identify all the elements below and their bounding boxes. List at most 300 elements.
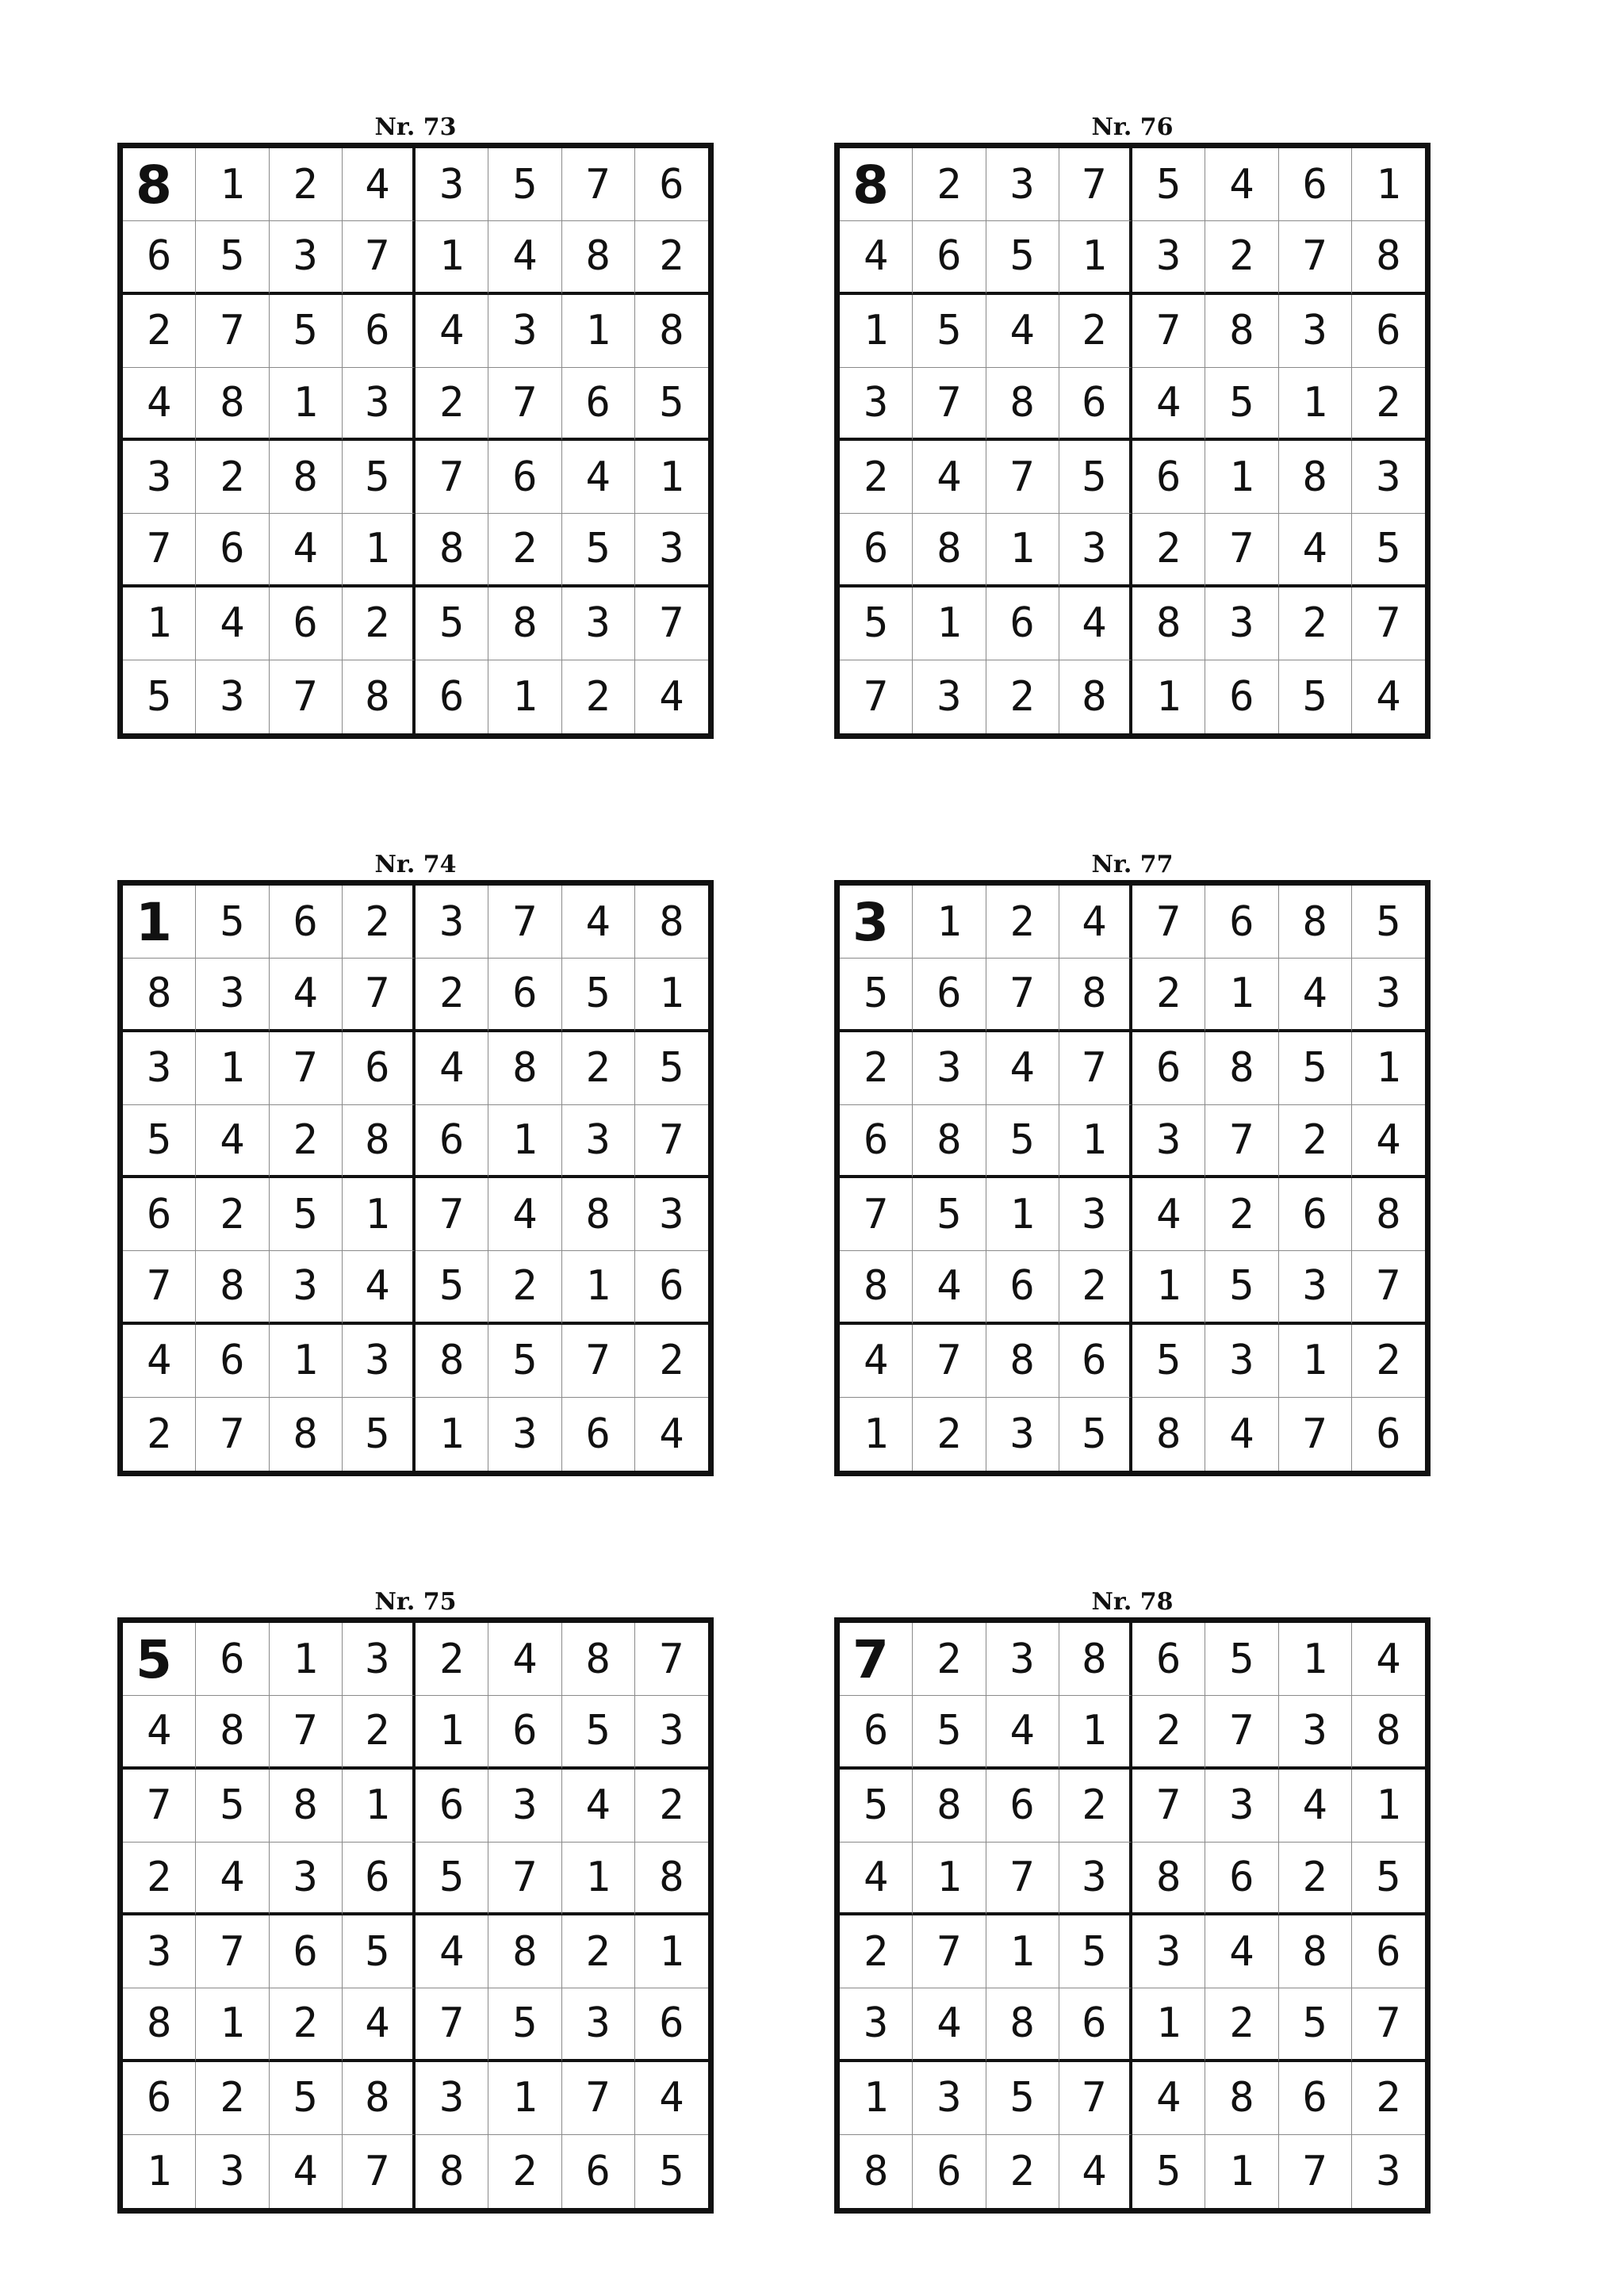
grid-cell: 2 [1059, 295, 1132, 368]
grid-cell: 7 [1352, 587, 1425, 660]
grid-cell: 6 [635, 1988, 708, 2061]
grid-cell: 4 [1132, 2062, 1205, 2135]
grid-cell: 1 [986, 514, 1059, 587]
grid-cell: 4 [1059, 886, 1132, 959]
grid-cell: 5 [270, 295, 343, 368]
grid-cell: 7 [1132, 1770, 1205, 1843]
grid-cell: 7 [343, 221, 416, 294]
grid-cell: 8 [840, 1251, 913, 1324]
grid-cell: 8 [196, 368, 269, 441]
grid-cell: 7 [913, 1915, 986, 1988]
grid-cell: 3 [270, 1843, 343, 1915]
grid-cell: 2 [1059, 1251, 1132, 1324]
grid-cell: 2 [913, 1623, 986, 1696]
grid-cell: 4 [1279, 514, 1352, 587]
grid-cell: 1 [270, 1325, 343, 1398]
grid-cell: 6 [913, 2135, 986, 2208]
grid-cell: 4 [196, 1105, 269, 1178]
grid-cell: 2 [123, 295, 196, 368]
grid-cell: 7 [1352, 1251, 1425, 1324]
grid-cell: 3 [1205, 1770, 1278, 1843]
grid-cell: 3 [196, 959, 269, 1031]
grid-cell: 1 [343, 1770, 416, 1843]
grid-cell: 4 [986, 295, 1059, 368]
grid-cell: 5 [488, 1325, 561, 1398]
grid-cell: 3 [913, 1032, 986, 1105]
grid-cell: 8 [1132, 1843, 1205, 1915]
grid-cell: 5 [562, 959, 635, 1031]
grid-cell: 7 [270, 1032, 343, 1105]
grid-cell: 8 [1279, 886, 1352, 959]
grid-cell: 5 [986, 1105, 1059, 1178]
given-cell: 8 [840, 148, 913, 221]
puzzle-grid [834, 143, 1431, 739]
grid-cell: 7 [986, 441, 1059, 514]
grid-cell: 1 [196, 148, 269, 221]
grid-cell: 4 [635, 2062, 708, 2135]
grid-cell: 1 [1205, 441, 1278, 514]
grid-cell: 1 [488, 660, 561, 733]
grid-cell: 2 [270, 1105, 343, 1178]
grid-cell: 8 [1205, 2062, 1278, 2135]
grid-cell: 7 [270, 1696, 343, 1769]
grid-cell: 4 [1279, 1770, 1352, 1843]
grid-cell: 5 [270, 1178, 343, 1251]
grid-cell: 8 [1279, 1915, 1352, 1988]
grid-cell: 2 [343, 1696, 416, 1769]
grid-cell: 8 [1279, 441, 1352, 514]
grid-cell: 6 [635, 148, 708, 221]
grid-cell: 4 [562, 441, 635, 514]
grid-cell: 1 [840, 295, 913, 368]
grid-cell: 2 [1205, 1988, 1278, 2061]
grid-cell: 6 [196, 1623, 269, 1696]
grid-cell: 1 [635, 959, 708, 1031]
grid-cell: 7 [913, 1325, 986, 1398]
grid-cell: 7 [270, 660, 343, 733]
grid-cell: 1 [416, 221, 488, 294]
grid-cell: 1 [562, 1251, 635, 1324]
grid-cell: 6 [488, 1696, 561, 1769]
puzzle-grid [834, 880, 1431, 1476]
grid-cell: 2 [840, 441, 913, 514]
grid-cell: 4 [659, 1410, 684, 1458]
grid-cell: 1 [196, 1032, 269, 1105]
grid-cell: 6 [416, 1770, 488, 1843]
grid-cell: 2 [1059, 1770, 1132, 1843]
grid-cell: 1 [270, 1623, 343, 1696]
grid-cell: 5 [840, 959, 913, 1031]
grid-cell: 2 [1205, 221, 1278, 294]
grid-cell: 3 [1352, 959, 1425, 1031]
grid-cell: 7 [840, 1178, 913, 1251]
grid-cell: 6 [270, 587, 343, 660]
grid-cell: 3 [1352, 441, 1425, 514]
grid-cell: 7 [196, 295, 269, 368]
grid-cell: 1 [123, 2135, 196, 2208]
given-cell: 8 [123, 148, 196, 221]
grid-cell: 6 [343, 1843, 416, 1915]
grid-cell: 6 [416, 660, 488, 733]
grid-cell: 7 [635, 587, 708, 660]
grid-cell: 3 [416, 2062, 488, 2135]
grid-cell: 1 [343, 514, 416, 587]
grid-cell: 4 [1059, 587, 1132, 660]
grid-cell: 8 [488, 587, 561, 660]
grid-cell: 2 [635, 1770, 708, 1843]
grid-cell: 6 [196, 1325, 269, 1398]
grid-cell: 2 [488, 2135, 561, 2208]
grid-cell: 5 [986, 221, 1059, 294]
grid-cell: 5 [840, 587, 913, 660]
grid-cell: 5 [416, 1843, 488, 1915]
grid-cell: 8 [913, 1105, 986, 1178]
grid-cell: 5 [416, 1251, 488, 1324]
grid-cell: 5 [196, 221, 269, 294]
grid-cell: 3 [562, 587, 635, 660]
puzzle-title: Nr. 76 [1091, 113, 1174, 141]
grid-cell: 8 [123, 959, 196, 1031]
grid-cell: 3 [986, 1398, 1059, 1471]
grid-cell: 4 [343, 1251, 416, 1324]
grid-cell: 8 [488, 1032, 561, 1105]
grid-cell: 4 [416, 295, 488, 368]
grid-cell: 3 [986, 148, 1059, 221]
grid-cell: 2 [196, 441, 269, 514]
grid-cell: 8 [986, 368, 1059, 441]
grid-cell: 7 [635, 1105, 708, 1178]
grid-cell: 7 [196, 1915, 269, 1988]
grid-cell: 2 [913, 1398, 986, 1471]
grid-cell: 4 [913, 1988, 986, 2061]
grid-cell: 3 [343, 368, 416, 441]
puzzle-title: Nr. 77 [1091, 851, 1174, 878]
grid-cell: 6 [1059, 368, 1132, 441]
grid-cell: 6 [1132, 441, 1205, 514]
grid-cell: 3 [635, 1178, 708, 1251]
grid-cell: 8 [196, 1696, 269, 1769]
grid-cell: 7 [416, 1988, 488, 2061]
grid-cell: 7 [1059, 2062, 1132, 2135]
grid-cell: 3 [488, 1398, 561, 1471]
grid-cell: 7 [123, 514, 196, 587]
grid-cell: 6 [1352, 295, 1425, 368]
grid-cell: 6 [562, 2135, 635, 2208]
puzzle-grid [117, 1617, 714, 2214]
grid-cell: 1 [913, 1843, 986, 1915]
grid-cell: 8 [343, 2062, 416, 2135]
grid-cell: 5 [488, 1988, 561, 2061]
grid-cell: 8 [562, 1623, 635, 1696]
grid-cell: 5 [270, 2062, 343, 2135]
grid-cell: 7 [343, 959, 416, 1031]
grid-cell: 5 [1279, 1988, 1352, 2061]
grid-cell: 7 [123, 1251, 196, 1324]
grid-cell: 4 [1059, 2135, 1132, 2208]
grid-cell: 3 [1376, 2147, 1401, 2195]
grid-cell: 8 [1205, 295, 1278, 368]
grid-cell: 1 [1279, 1623, 1352, 1696]
grid-cell: 3 [416, 886, 488, 959]
grid-cell: 7 [488, 1843, 561, 1915]
grid-cell: 4 [196, 587, 269, 660]
grid-cell: 3 [1205, 1325, 1278, 1398]
grid-cell: 4 [840, 1843, 913, 1915]
grid-cell: 3 [1132, 221, 1205, 294]
grid-cell: 5 [1205, 368, 1278, 441]
puzzle-title: Nr. 78 [1091, 1588, 1174, 1616]
grid-cell: 5 [123, 660, 196, 733]
grid-cell: 6 [1279, 148, 1352, 221]
grid-cell: 1 [635, 441, 708, 514]
grid-cell: 1 [196, 1988, 269, 2061]
grid-cell: 4 [1132, 1178, 1205, 1251]
grid-cell: 1 [488, 2062, 561, 2135]
grid-cell: 4 [488, 1178, 561, 1251]
given-cell: 7 [840, 1623, 913, 1696]
grid-cell: 8 [196, 1251, 269, 1324]
grid-cell: 3 [635, 1696, 708, 1769]
grid-cell: 5 [196, 1770, 269, 1843]
grid-cell: 6 [840, 514, 913, 587]
grid-cell: 6 [986, 587, 1059, 660]
grid-cell: 3 [913, 2062, 986, 2135]
grid-cell: 2 [1352, 368, 1425, 441]
grid-cell: 8 [270, 1770, 343, 1843]
grid-cell: 1 [343, 1178, 416, 1251]
grid-cell: 1 [840, 2062, 913, 2135]
grid-cell: 1 [1279, 368, 1352, 441]
grid-cell: 6 [562, 368, 635, 441]
grid-cell: 6 [562, 1398, 635, 1471]
grid-cell: 2 [1132, 1696, 1205, 1769]
grid-cell: 1 [416, 1696, 488, 1769]
grid-cell: 7 [1205, 514, 1278, 587]
grid-cell: 1 [488, 1105, 561, 1178]
grid-cell: 3 [270, 1251, 343, 1324]
grid-cell: 6 [270, 886, 343, 959]
grid-cell: 7 [1059, 148, 1132, 221]
grid-cell: 7 [635, 1623, 708, 1696]
puzzle-title: Nr. 74 [374, 851, 457, 878]
grid-cell: 3 [1132, 1105, 1205, 1178]
grid-cell: 5 [635, 1032, 708, 1105]
grid-cell: 5 [1279, 1032, 1352, 1105]
grid-cell: 6 [840, 1105, 913, 1178]
grid-cell: 1 [986, 1915, 1059, 1988]
grid-cell: 1 [1205, 959, 1278, 1031]
puzzle-title: Nr. 75 [374, 1588, 457, 1616]
grid-cell: 7 [840, 660, 913, 733]
grid-cell: 5 [1059, 1398, 1132, 1471]
grid-cell: 2 [196, 1178, 269, 1251]
grid-cell: 1 [1279, 1325, 1352, 1398]
grid-cell: 2 [416, 959, 488, 1031]
grid-cell: 3 [840, 1988, 913, 2061]
grid-cell: 3 [123, 1032, 196, 1105]
grid-cell: 4 [123, 368, 196, 441]
grid-cell: 5 [913, 1696, 986, 1769]
grid-cell: 7 [1352, 1988, 1425, 2061]
grid-cell: 5 [1132, 148, 1205, 221]
grid-cell: 5 [913, 295, 986, 368]
grid-cell: 3 [123, 441, 196, 514]
grid-cell: 7 [913, 368, 986, 441]
grid-cell: 5 [1059, 441, 1132, 514]
grid-cell: 4 [123, 1696, 196, 1769]
grid-cell: 3 [196, 660, 269, 733]
grid-cell: 1 [1352, 1032, 1425, 1105]
grid-cell: 8 [343, 660, 416, 733]
grid-cell: 3 [635, 514, 708, 587]
grid-cell: 4 [196, 1843, 269, 1915]
grid-cell: 6 [123, 1178, 196, 1251]
grid-cell: 6 [123, 221, 196, 294]
grid-cell: 1 [123, 587, 196, 660]
grid-cell: 4 [659, 672, 684, 721]
grid-cell: 8 [986, 1325, 1059, 1398]
grid-cell: 2 [196, 2062, 269, 2135]
grid-cell: 3 [1059, 1843, 1132, 1915]
grid-cell: 8 [270, 1398, 343, 1471]
grid-cell: 7 [562, 148, 635, 221]
grid-cell: 8 [1205, 1032, 1278, 1105]
grid-cell: 4 [1279, 959, 1352, 1031]
grid-cell: 4 [840, 221, 913, 294]
grid-cell: 7 [1132, 295, 1205, 368]
grid-cell: 6 [1132, 1032, 1205, 1105]
grid-cell: 4 [488, 221, 561, 294]
grid-cell: 1 [913, 587, 986, 660]
grid-cell: 8 [488, 1915, 561, 1988]
grid-cell: 2 [986, 886, 1059, 959]
grid-cell: 6 [1205, 886, 1278, 959]
grid-cell: 8 [416, 2135, 488, 2208]
grid-cell: 8 [562, 1178, 635, 1251]
grid-cell: 7 [1059, 1032, 1132, 1105]
grid-cell: 1 [1132, 1988, 1205, 2061]
grid-cell: 6 [416, 1105, 488, 1178]
grid-cell: 2 [488, 514, 561, 587]
grid-cell: 4 [562, 1770, 635, 1843]
grid-cell: 2 [488, 1251, 561, 1324]
grid-cell: 5 [840, 1770, 913, 1843]
grid-cell: 4 [1205, 148, 1278, 221]
grid-cell: 4 [840, 1325, 913, 1398]
grid-cell: 1 [1132, 1251, 1205, 1324]
grid-cell: 2 [1205, 1178, 1278, 1251]
grid-cell: 6 [1279, 2062, 1352, 2135]
grid-cell: 7 [488, 368, 561, 441]
grid-cell: 6 [913, 221, 986, 294]
grid-cell: 3 [1059, 1178, 1132, 1251]
grid-cell: 8 [1352, 1178, 1425, 1251]
grid-cell: 5 [562, 514, 635, 587]
grid-cell: 5 [562, 1696, 635, 1769]
grid-cell: 1 [416, 1398, 488, 1471]
grid-cell: 3 [913, 660, 986, 733]
grid-cell: 6 [1132, 1623, 1205, 1696]
grid-cell: 4 [986, 1032, 1059, 1105]
grid-cell: 4 [913, 1251, 986, 1324]
grid-cell: 2 [1132, 514, 1205, 587]
grid-cell: 6 [270, 1915, 343, 1988]
grid-cell: 5 [343, 1915, 416, 1988]
grid-cell: 4 [1132, 368, 1205, 441]
grid-cell: 8 [343, 1105, 416, 1178]
grid-cell: 5 [1132, 2135, 1205, 2208]
grid-cell: 2 [562, 1032, 635, 1105]
grid-cell: 1 [1059, 1105, 1132, 1178]
grid-cell: 6 [123, 2062, 196, 2135]
grid-cell: 4 [270, 2135, 343, 2208]
grid-cell: 2 [123, 1398, 196, 1471]
grid-cell: 2 [840, 1915, 913, 1988]
puzzle-title: Nr. 73 [374, 113, 457, 141]
grid-cell: 7 [562, 2062, 635, 2135]
grid-cell: 4 [1352, 1623, 1425, 1696]
grid-cell: 2 [343, 587, 416, 660]
grid-cell: 3 [1059, 514, 1132, 587]
grid-cell: 2 [270, 1988, 343, 2061]
grid-cell: 8 [635, 1843, 708, 1915]
grid-cell: 7 [488, 886, 561, 959]
grid-cell: 2 [123, 1843, 196, 1915]
grid-cell: 4 [562, 886, 635, 959]
grid-cell: 7 [986, 959, 1059, 1031]
grid-cell: 6 [488, 441, 561, 514]
grid-cell: 8 [1059, 1623, 1132, 1696]
grid-cell: 8 [1352, 1696, 1425, 1769]
grid-cell: 2 [562, 1915, 635, 1988]
grid-cell: 7 [986, 1843, 1059, 1915]
grid-cell: 3 [270, 221, 343, 294]
grid-cell: 7 [1279, 1398, 1352, 1471]
grid-cell: 1 [1059, 1696, 1132, 1769]
given-cell: 5 [123, 1623, 196, 1696]
grid-cell: 5 [913, 1178, 986, 1251]
grid-cell: 4 [986, 1696, 1059, 1769]
grid-cell: 5 [488, 148, 561, 221]
grid-cell: 6 [343, 295, 416, 368]
grid-cell: 7 [1279, 221, 1352, 294]
grid-cell: 1 [1352, 1770, 1425, 1843]
grid-cell: 5 [986, 2062, 1059, 2135]
grid-cell: 3 [488, 295, 561, 368]
grid-cell: 6 [913, 959, 986, 1031]
puzzle-grid [117, 143, 714, 739]
grid-cell: 5 [1279, 660, 1352, 733]
grid-cell: 8 [416, 1325, 488, 1398]
grid-cell: 5 [1352, 514, 1425, 587]
grid-cell: 5 [416, 587, 488, 660]
grid-cell: 3 [562, 1988, 635, 2061]
grid-cell: 7 [1205, 1105, 1278, 1178]
grid-cell: 1 [1205, 2135, 1278, 2208]
grid-cell: 2 [913, 148, 986, 221]
puzzle-grid [117, 880, 714, 1476]
grid-cell: 2 [562, 660, 635, 733]
grid-cell: 2 [635, 221, 708, 294]
grid-cell: 6 [1059, 1325, 1132, 1398]
grid-cell: 2 [635, 1325, 708, 1398]
given-cell: 1 [123, 886, 196, 959]
grid-cell: 6 [1205, 1843, 1278, 1915]
grid-cell: 3 [840, 368, 913, 441]
grid-cell: 8 [1352, 221, 1425, 294]
grid-cell: 7 [123, 1770, 196, 1843]
grid-cell: 6 [1352, 1915, 1425, 1988]
